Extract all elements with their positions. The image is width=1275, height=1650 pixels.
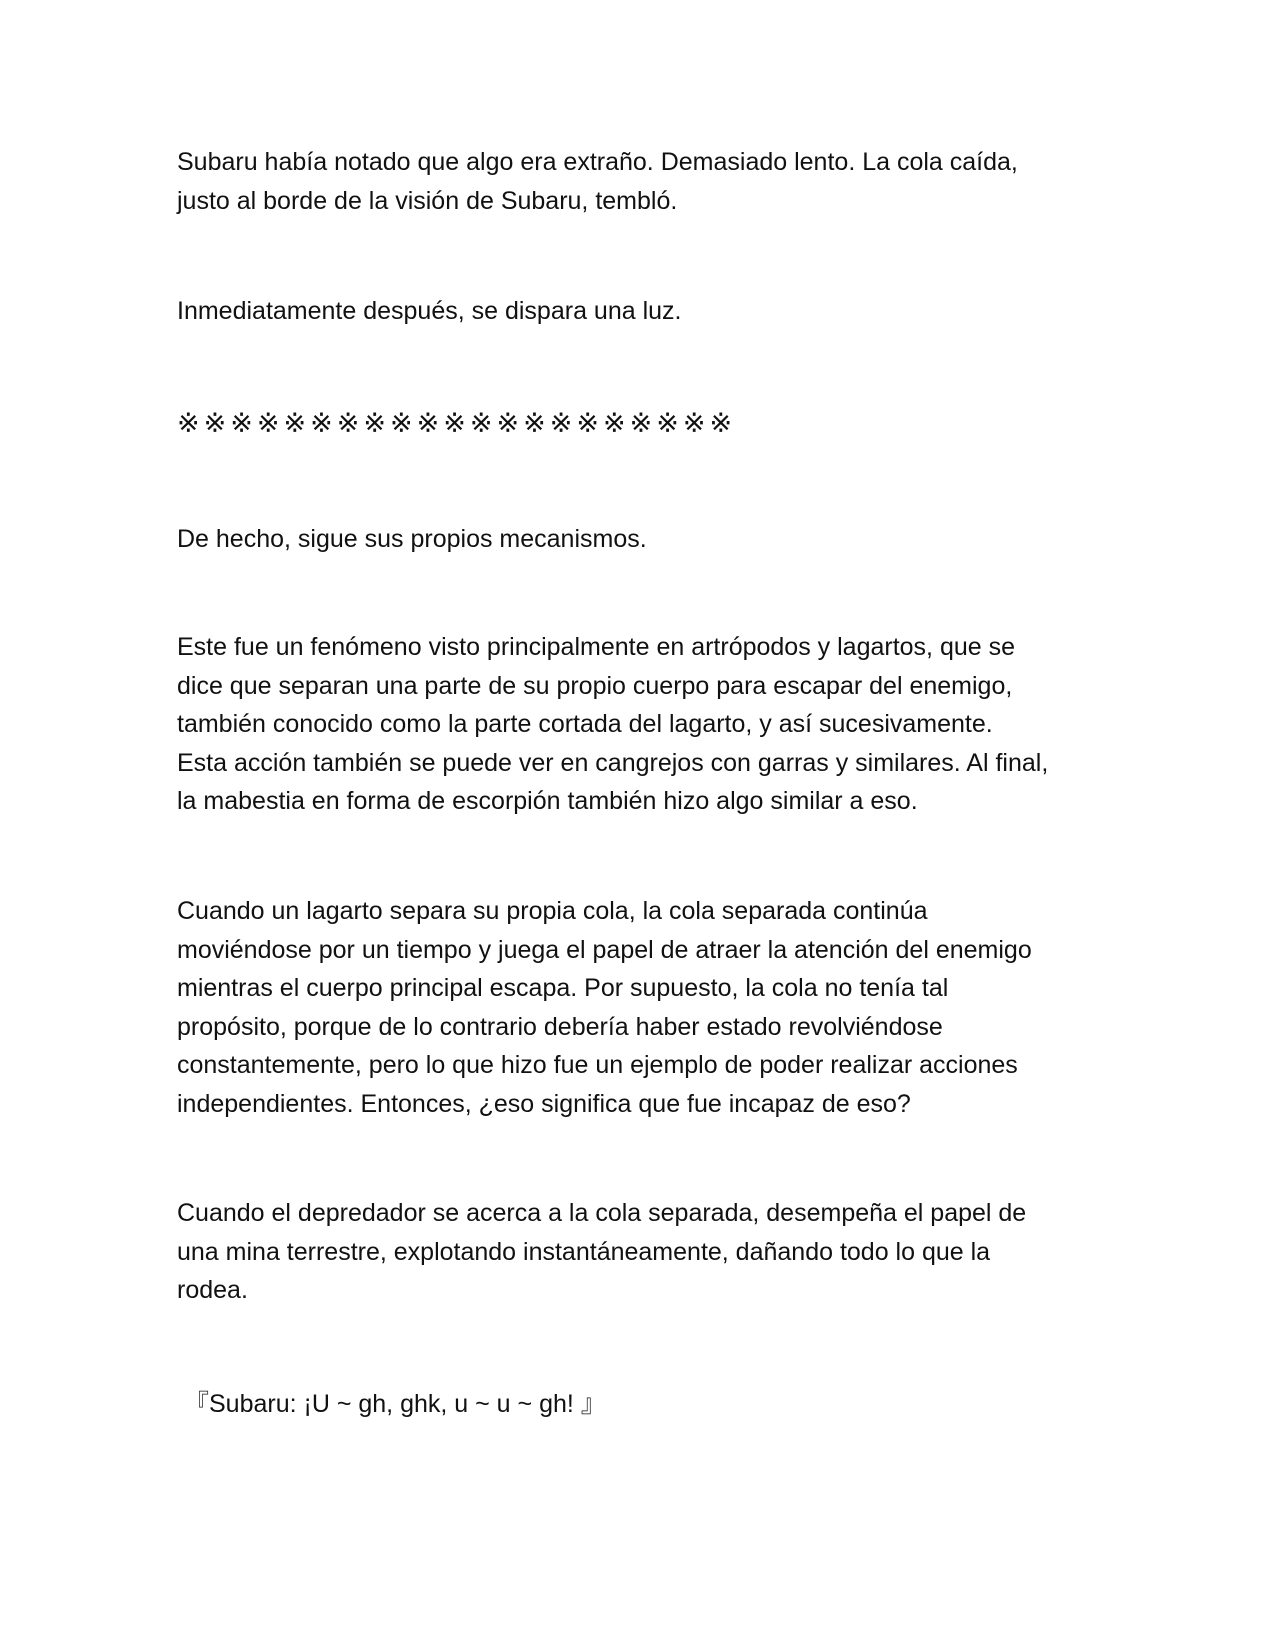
text-line: también conocido como la parte cortada del lagarto, y así sucesivamente. [177, 710, 993, 738]
text-line: constantemente, pero lo que hizo fue un ejemplo de poder realizar acciones [177, 1051, 1018, 1079]
text-line: una mina terrestre, explotando instantáneamente, dañando todo lo que la [177, 1237, 991, 1266]
text-line: Cuando el depredador se acerca a la cola separada, desempeña el papel de [177, 1199, 1027, 1227]
text-line: rodea. [177, 1276, 248, 1304]
text-line: 『Subaru: ¡U ~ gh, ghk, u ~ u ~ gh! 』 [184, 1390, 606, 1418]
text-line: mientras el cuerpo principal escapa. Por supuesto, la cola no tenía tal [177, 974, 949, 1002]
paragraph-4 [177, 628, 1107, 821]
paragraph-6 [177, 1194, 1107, 1310]
paragraph-3 [177, 520, 1107, 559]
paragraph-1 [177, 143, 1107, 220]
text-line: Subaru había notado que algo era extraño. Demasiado lento. La cola caída, [177, 148, 1018, 176]
text-line: la mabestia en forma de escorpión también hizo algo similar a eso. [177, 787, 918, 815]
separator-marks: ※※※※※※※※※※※※※※※※※※※※※ [177, 408, 737, 439]
text-line: justo al borde de la visión de Subaru, tembló. [177, 186, 678, 215]
text-line: De hecho, sigue sus propios mecanismos. [177, 525, 647, 553]
paragraph-5 [177, 892, 1107, 1123]
text-line: independientes. Entonces, ¿eso significa que fue incapaz de eso? [177, 1089, 911, 1118]
text-line: Este fue un fenómeno visto principalmente en artrópodos y lagartos, que se [177, 633, 1016, 661]
text-line: dice que separan una parte de su propio cuerpo para escapar del enemigo, [177, 671, 1013, 700]
scene-separator [177, 405, 1107, 444]
paragraph-2 [177, 292, 1107, 331]
text-line: Inmediatamente después, se dispara una luz. [177, 297, 682, 325]
text-line: Esta acción también se puede ver en cangrejos con garras y similares. Al final, [177, 748, 1049, 777]
dialogue-line [184, 1385, 1114, 1424]
text-line: moviéndose por un tiempo y juega el papel de atraer la atención del enemigo [177, 935, 1032, 964]
text-line: Cuando un lagarto separa su propia cola, la cola separada continúa [177, 897, 928, 925]
text-line: propósito, porque de lo contrario debería haber estado revolviéndose [177, 1012, 943, 1041]
